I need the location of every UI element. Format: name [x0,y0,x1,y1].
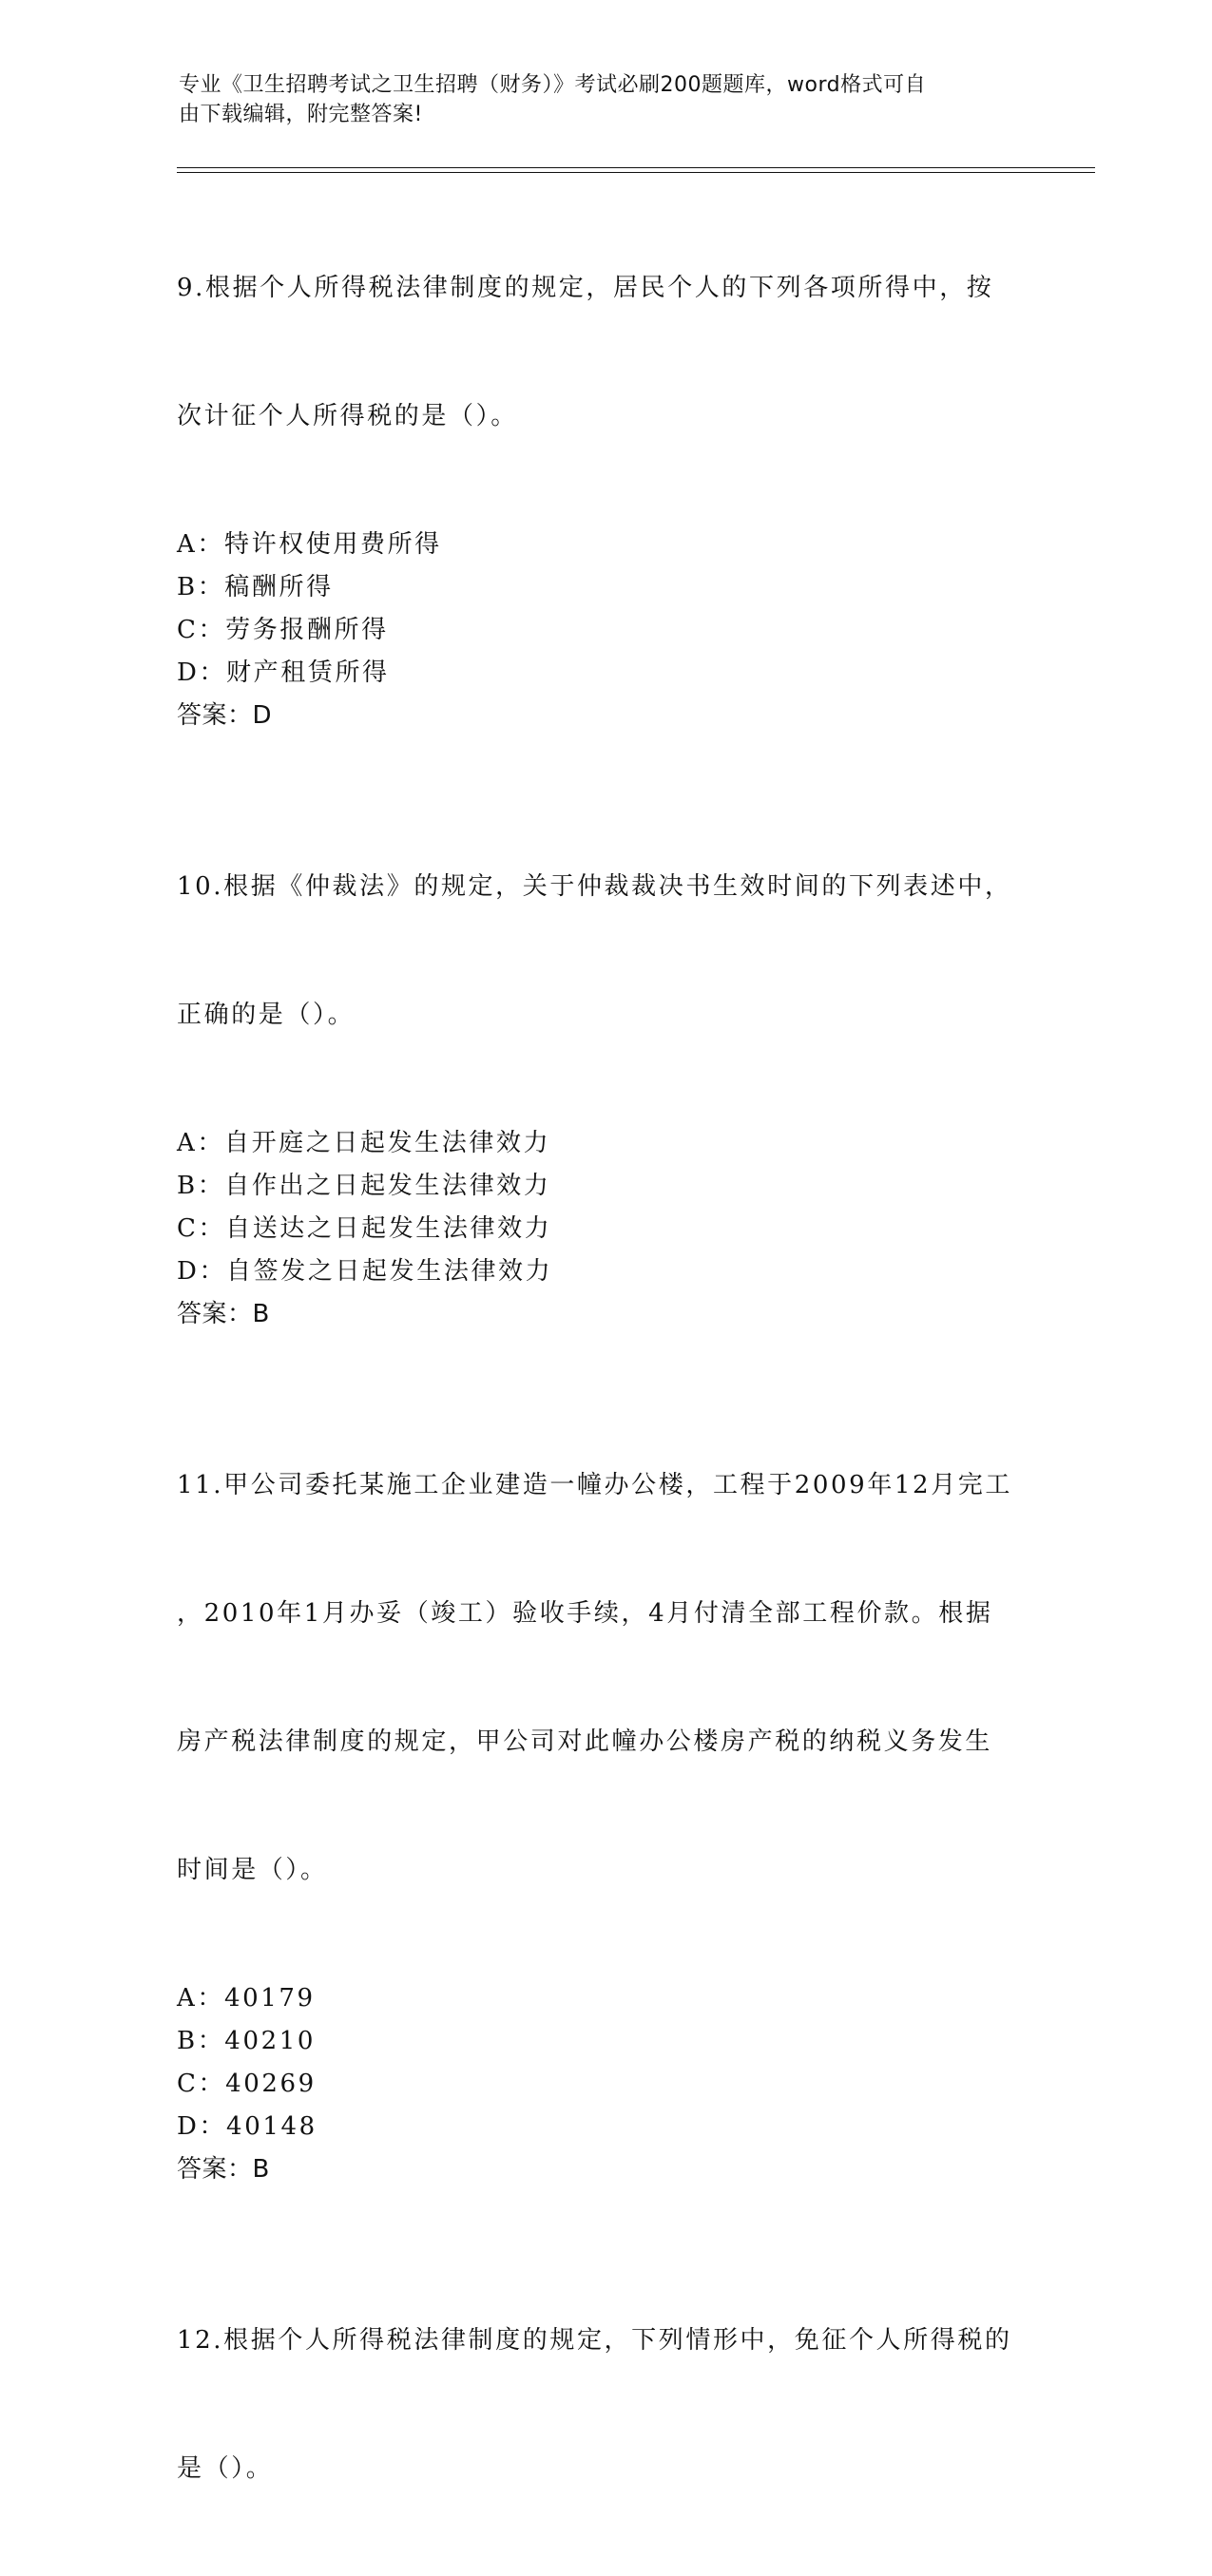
question-line: 房产税法律制度的规定，甲公司对此幢办公楼房产税的纳税义务发生 [177,1727,993,1756]
document-header [179,70,1015,129]
question-text [177,1379,1032,1977]
question-list [177,181,1032,2576]
header-line: 专业《卫生招聘考试之卫生招聘（财务）》考试必刷200题题库，word格式可自 [179,73,927,97]
question-line: 9.根据个人所得税法律制度的规定，居民个人的下列各项所得中，按 [177,274,994,302]
header-divider-top [177,167,1095,168]
question-line: 次计征个人所得税的是（）。 [177,402,518,430]
question-text [177,181,1032,524]
option-b: B：稿酬所得 [177,573,334,601]
option-c: C：40269 [177,2070,317,2098]
option-c: C：自送达之日起发生法律效力 [177,1214,552,1243]
question-9 [177,181,1032,737]
answer: 答案：B [177,2155,270,2184]
option-d: D：自签发之日起发生法律效力 [177,1257,553,1286]
question-text [177,2234,1032,2576]
option-a: A：自开庭之日起发生法律效力 [177,1129,551,1157]
option-d: D：40148 [177,2112,317,2141]
question-line: 11.甲公司委托某施工企业建造一幢办公楼，工程于2009年12月完工 [177,1471,1013,1499]
header-line: 由下载编辑，附完整答案! [179,103,423,126]
question-line: 10.根据《仲裁法》的规定，关于仲裁裁决书生效时间的下列表述中， [177,872,1012,901]
option-b: B：自作出之日起发生法律效力 [177,1172,551,1200]
question-12 [177,2234,1032,2576]
question-line: 12.根据个人所得税法律制度的规定，下列情形中，免征个人所得税的 [177,2326,1012,2355]
option-b: B：40210 [177,2027,317,2055]
option-a: A：40179 [177,1984,316,2013]
answer: 答案：B [177,1300,270,1328]
question-line: 时间是（）。 [177,1856,328,1884]
question-line: ，2010年1月办妥（竣工）验收手续，4月付清全部工程价款。根据 [177,1599,993,1628]
spacer [177,1336,1032,1379]
answer: 答案：D [177,701,273,730]
question-line: 正确的是（）。 [177,1001,356,1029]
option-d: D：财产租赁所得 [177,658,390,687]
question-text [177,780,1032,1122]
question-line: 是（）。 [177,2454,274,2483]
question-11 [177,1379,1032,2191]
spacer [177,737,1032,780]
header-divider-bottom [177,172,1095,173]
spacer [177,2191,1032,2234]
option-c: C：劳务报酬所得 [177,616,389,644]
option-a: A：特许权使用费所得 [177,530,442,559]
question-10 [177,780,1032,1336]
